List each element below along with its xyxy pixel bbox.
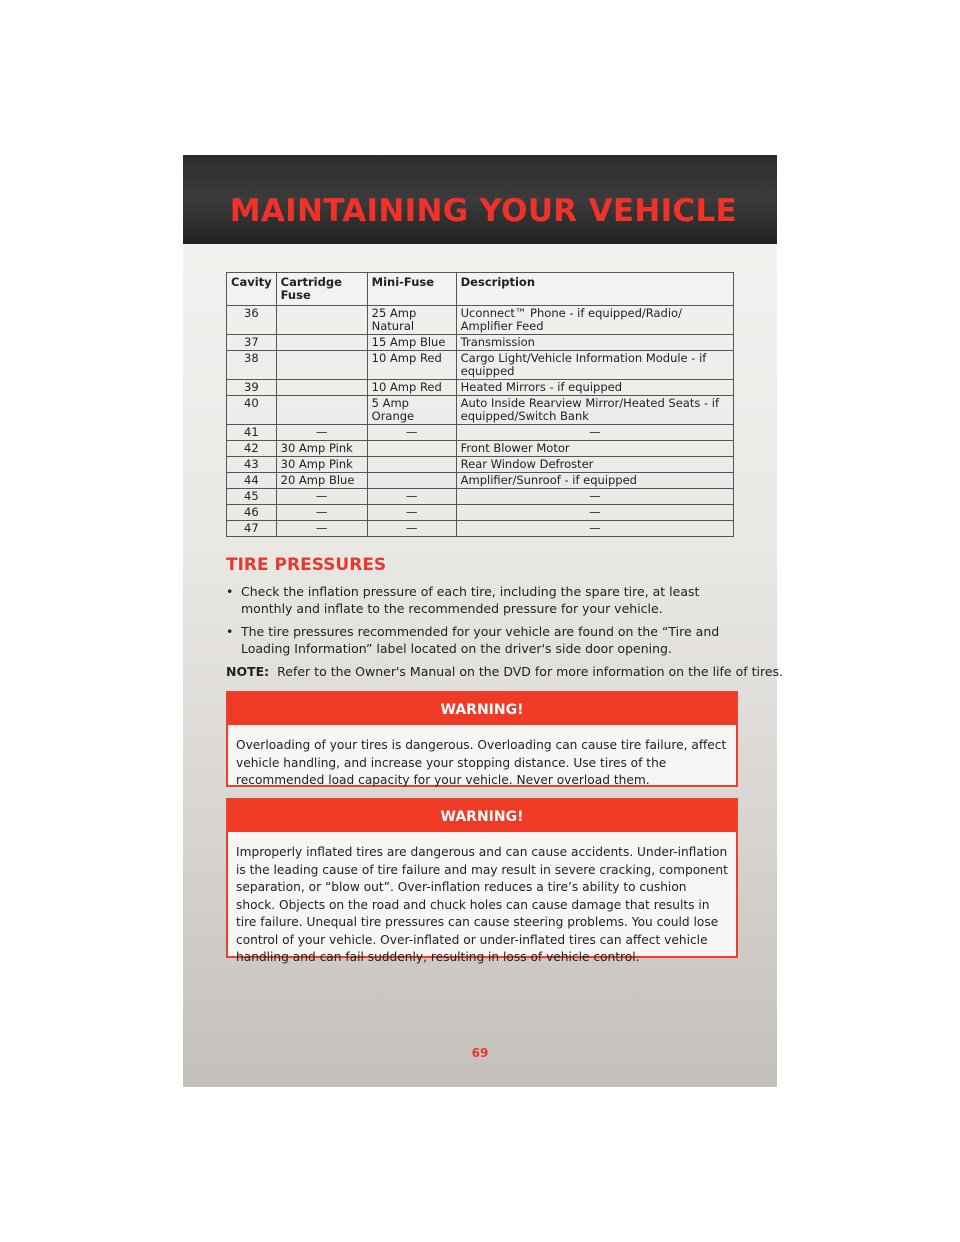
cell-cavity: 37: [227, 335, 277, 351]
page-header: [183, 155, 777, 244]
cell-description: Rear Window Defroster: [456, 457, 733, 473]
column-header-cavity: Cavity: [227, 273, 277, 306]
cell-cavity: 42: [227, 441, 277, 457]
cell-cavity: 36: [227, 306, 277, 335]
fuse-table-body: [227, 306, 734, 537]
warning-box: [226, 691, 738, 787]
cell-description: —: [456, 521, 733, 537]
cell-cavity: 38: [227, 351, 277, 380]
table-row: [227, 505, 734, 521]
bullet-text: The tire pressures recommended for your vehicle are found on the “Tire and Loading Information” label located on the driver's side door opening.: [241, 624, 720, 656]
cell-cartridge-fuse: —: [276, 505, 367, 521]
bullet-item: [226, 623, 738, 657]
cell-cavity: 39: [227, 380, 277, 396]
cell-cartridge-fuse: [276, 380, 367, 396]
cell-cavity: 45: [227, 489, 277, 505]
bullet-item: [226, 583, 738, 617]
cell-mini-fuse: —: [367, 489, 456, 505]
table-row: [227, 489, 734, 505]
cell-cavity: 46: [227, 505, 277, 521]
cell-cartridge-fuse: —: [276, 521, 367, 537]
cell-mini-fuse: 10 Amp Red: [367, 351, 456, 380]
cell-cartridge-fuse: [276, 335, 367, 351]
cell-cartridge-fuse: —: [276, 425, 367, 441]
bullet-list: [226, 583, 738, 663]
warning-title: WARNING!: [228, 800, 736, 832]
warning-text: Overloading of your tires is dangerous. Overloading can cause tire failure, affect vehicle handling, and increase your stopping distance. Use tires of the recommended load capacity for your vehicle. Never overload them.: [236, 738, 727, 787]
manual-page: [183, 155, 784, 1087]
cell-mini-fuse: 15 Amp Blue: [367, 335, 456, 351]
cell-mini-fuse: 25 Amp Natural: [367, 306, 456, 335]
cell-cartridge-fuse: —: [276, 489, 367, 505]
cell-cavity: 44: [227, 473, 277, 489]
column-header-cartridge-fuse: Cartridge Fuse: [276, 273, 367, 306]
note: [226, 664, 784, 679]
table-row: [227, 473, 734, 489]
column-header-mini-fuse: Mini-Fuse: [367, 273, 456, 306]
bullet-text: Check the inflation pressure of each tire, including the spare tire, at least monthly and inflate to the recommended pressure for your vehicle.: [241, 584, 700, 616]
cell-mini-fuse: —: [367, 425, 456, 441]
cell-description: Front Blower Motor: [456, 441, 733, 457]
cell-cartridge-fuse: [276, 396, 367, 425]
cell-mini-fuse: —: [367, 505, 456, 521]
cell-cartridge-fuse: 30 Amp Pink: [276, 457, 367, 473]
cell-cavity: 40: [227, 396, 277, 425]
cell-mini-fuse: 5 Amp Orange: [367, 396, 456, 425]
cell-description: Cargo Light/Vehicle Information Module - if equipped: [456, 351, 733, 380]
cell-description: Auto Inside Rearview Mirror/Heated Seats - if equipped/Switch Bank: [456, 396, 733, 425]
section-title: TIRE PRESSURES: [226, 555, 387, 575]
cell-cavity: 41: [227, 425, 277, 441]
cell-mini-fuse: [367, 441, 456, 457]
table-row: [227, 396, 734, 425]
table-row: [227, 521, 734, 537]
column-header-description: Description: [456, 273, 733, 306]
page-title: MAINTAINING YOUR VEHICLE: [229, 193, 737, 229]
bullet-icon: •: [226, 624, 234, 639]
cell-description: Amplifier/Sunroof - if equipped: [456, 473, 733, 489]
table-row: [227, 351, 734, 380]
bullet-icon: •: [226, 584, 234, 599]
cell-cavity: 43: [227, 457, 277, 473]
cell-mini-fuse: [367, 457, 456, 473]
table-row: [227, 380, 734, 396]
cell-mini-fuse: 10 Amp Red: [367, 380, 456, 396]
page-number: 69: [471, 1046, 489, 1060]
cell-cartridge-fuse: 20 Amp Blue: [276, 473, 367, 489]
warning-title: WARNING!: [228, 693, 736, 725]
cell-cavity: 47: [227, 521, 277, 537]
fuse-table: [226, 272, 734, 537]
table-row: [227, 425, 734, 441]
warning-box: [226, 798, 738, 964]
table-row: [227, 335, 734, 351]
table-header-row: [227, 273, 734, 306]
cell-mini-fuse: [367, 473, 456, 489]
note-text: Refer to the Owner's Manual on the DVD for more information on the life of tires.: [277, 664, 784, 679]
cell-cartridge-fuse: [276, 351, 367, 380]
table-row: [227, 457, 734, 473]
cell-description: Transmission: [456, 335, 733, 351]
cell-description: Uconnect™ Phone - if equipped/Radio/ Amplifier Feed: [456, 306, 733, 335]
cell-mini-fuse: —: [367, 521, 456, 537]
warning-text: Improperly inflated tires are dangerous and can cause accidents. Under-inflation is the leading cause of tire failure and may result in severe cracking, component separation, or “blow out”. Over-inflation reduces a tire’s ability to cushion shock. Objects on the road and chuck holes can cause damage that results in tire failure. Unequal tire pressures can cause steering problems. You could lose control of your vehicle. Over-inflated or under-inflated tires can affect vehicle handling and can fail suddenly, resulting in loss of vehicle control.: [236, 845, 728, 964]
note-label: NOTE:: [226, 664, 270, 679]
cell-description: —: [456, 505, 733, 521]
table-row: [227, 306, 734, 335]
table-row: [227, 441, 734, 457]
cell-description: Heated Mirrors - if equipped: [456, 380, 733, 396]
cell-cartridge-fuse: [276, 306, 367, 335]
cell-cartridge-fuse: 30 Amp Pink: [276, 441, 367, 457]
cell-description: —: [456, 489, 733, 505]
cell-description: —: [456, 425, 733, 441]
